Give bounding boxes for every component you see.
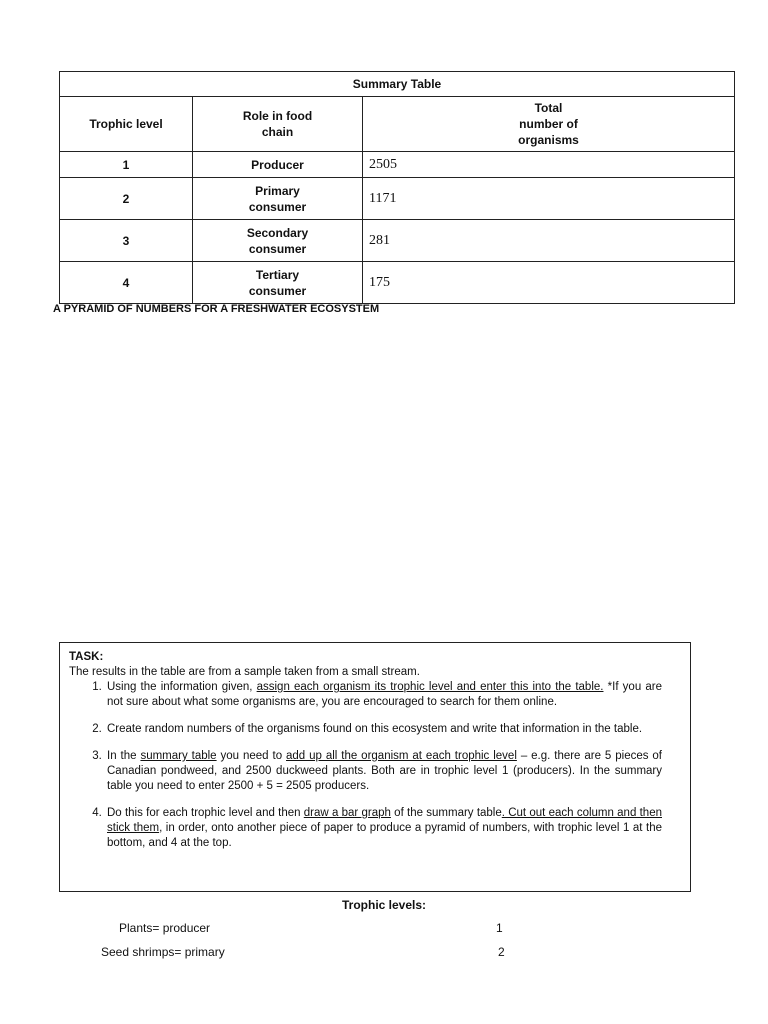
cell-role-line1: Primary [255,183,300,198]
cell-level: 2 [60,178,193,220]
header-total-line3: organisms [518,133,579,147]
cell-role-line1: Tertiary [255,267,300,282]
task-item-3-text-d: add up all the organism at each trophic level [286,750,517,762]
header-role-line2: chain [261,125,294,139]
cell-level: 4 [60,262,193,304]
cell-role-line2: consumer [248,283,307,298]
cell-level: 3 [60,220,193,262]
task-item-4-text-b: draw a bar graph [303,807,391,819]
task-intro: The results in the table are from a sample taken from a small stream. [69,666,420,678]
summary-table-title: Summary Table [60,72,735,97]
cell-role [193,178,363,220]
header-total [363,97,735,152]
header-role [193,97,363,152]
trophic-level-name: Seed shrimps= primary [101,945,225,959]
cell-role [193,262,363,304]
summary-table-title-row [60,72,735,97]
task-item-4-text-d: . Cut out each column and then stick them [107,807,662,834]
pyramid-heading: A PYRAMID OF NUMBERS FOR A FRESHWATER ECOSYSTEM [53,303,380,315]
header-total-line1: Total [534,101,563,115]
task-item-1-text-c: *If you are not sure about what some organisms are, you are encouraged to search for them online. [107,681,662,708]
task-item-2: 2. Create random numbers of the organisms found on this ecosystem and write that information in the table. [105,722,662,737]
table-row [60,152,735,178]
table-row [60,220,735,262]
task-item-4 [105,806,662,851]
cell-level: 1 [60,152,193,178]
task-item-3-text-b: summary table [140,750,217,762]
task-box [59,642,691,892]
task-item-3 [105,749,662,794]
cell-total: 175 [363,262,735,304]
cell-role-line2: consumer [248,199,307,214]
cell-role-line1: Secondary [246,225,309,240]
cell-role-line2: consumer [248,241,307,256]
cell-total: 2505 [363,152,735,178]
task-item-3-text-a: In the [107,750,141,762]
task-item-1 [105,680,662,710]
task-item-3-text-e: – e.g. there are 5 pieces of Canadian pondweed, and 2500 duckweed plants. Both are in trophic level 1 (producers). In the summary table you need to enter 2500 + 5 = 2505 producers. [107,750,663,792]
task-item-4-text-e: , in order, onto another piece of paper to produce a pyramid of numbers, with trophic level 1 at the bottom, and 4 at the top. [107,822,662,849]
trophic-level-name: Plants= producer [119,921,211,935]
table-row [60,178,735,220]
header-total-line2: number of [519,117,578,131]
task-item-3-text-c: you need to [216,750,287,762]
cell-role: Producer [193,152,363,178]
task-item-1-text-b: assign each organism its trophic level and enter this into the table. [256,681,604,693]
table-row [60,262,735,304]
summary-table [59,71,735,304]
task-item-4-text-c: of the summary table [390,807,502,819]
task-title: TASK: [69,651,104,663]
task-item-4-text-a: Do this for each trophic level and then [107,807,304,819]
summary-table-header-row [60,97,735,152]
header-trophic-level: Trophic level [60,97,193,152]
trophic-level-number: 2 [498,945,505,959]
task-item-1-text-a: Using the information given, [107,681,257,693]
trophic-level-number: 1 [496,921,503,935]
header-role-line1: Role in food [242,109,313,123]
cell-total: 281 [363,220,735,262]
trophic-levels-heading: Trophic levels: [341,898,427,912]
cell-total: 1171 [363,178,735,220]
cell-role [193,220,363,262]
task-list [69,680,662,851]
